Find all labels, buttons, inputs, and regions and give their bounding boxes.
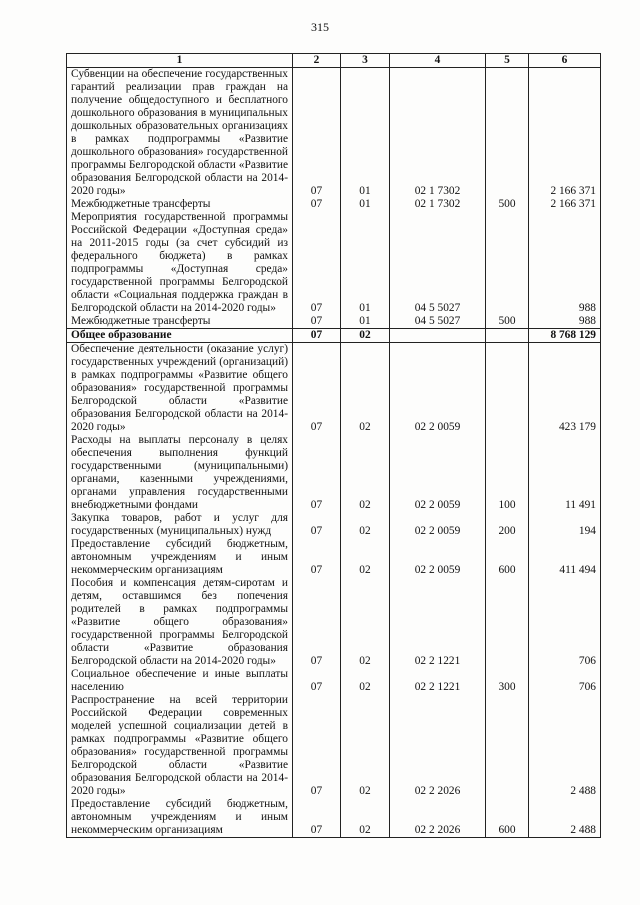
- row-amount: 8 768 129: [529, 329, 601, 343]
- row-subsection-code: 01: [341, 315, 390, 329]
- row-amount: 706: [529, 577, 601, 668]
- row-amount: 2 166 371: [529, 68, 601, 199]
- table-row: [67, 434, 601, 512]
- column-header: 3: [341, 54, 390, 68]
- table-row: [67, 694, 601, 798]
- row-expense-type: 500: [486, 315, 529, 329]
- column-header: 5: [486, 54, 529, 68]
- row-description: Мероприятия государственной программы Российской Федерации «Доступная среда» на 2011-2015 годы (за счет субсидий из федерального бюджета) в рамках подпрограммы «Доступная среда» государственной программы Белгородской области «Социальная поддержка граждан в Белгородской области на 2014-2020 годы»: [67, 211, 293, 315]
- row-expense-type: [486, 68, 529, 199]
- table-row: [67, 577, 601, 668]
- row-description: Обеспечение деятельности (оказание услуг) государственных учреждений (организаций) в рамках подпрограммы «Развитие общего образования» государственной программы Белгородской области «Развитие образования Белгородской области на 2014-2020 годы»: [67, 343, 293, 435]
- table-row: [67, 315, 601, 329]
- row-description: Пособия и компенсация детям-сиротам и детям, оставшимся без попечения родителей в рамках подпрограммы «Развитие общего образования» государственной программы Белгородской области «Развитие образования Белгородской области на 2014-2020 годы»: [67, 577, 293, 668]
- row-amount: 2 166 371: [529, 198, 601, 211]
- row-expense-type: [486, 343, 529, 435]
- table-row: [67, 211, 601, 315]
- row-expense-type: 300: [486, 668, 529, 694]
- row-amount: 194: [529, 512, 601, 538]
- row-section-code: 07: [293, 434, 341, 512]
- row-description: Расходы на выплаты персоналу в целях обеспечения выполнения функций государственными (муниципальными) органами, казенными учреждениями, органами управления государственными внебюджетными фондами: [67, 434, 293, 512]
- row-amount: 11 491: [529, 434, 601, 512]
- row-section-code: 07: [293, 329, 341, 343]
- row-amount: 2 488: [529, 798, 601, 838]
- row-subsection-code: 02: [341, 343, 390, 435]
- row-amount: 2 488: [529, 694, 601, 798]
- row-subsection-code: 02: [341, 577, 390, 668]
- row-target-code: 04 5 5027: [390, 211, 486, 315]
- row-section-code: 07: [293, 798, 341, 838]
- row-description: Предоставление субсидий бюджетным, автономным учреждениям и иным некоммерческим организациям: [67, 798, 293, 838]
- row-target-code: 02 2 1221: [390, 577, 486, 668]
- row-section-code: 07: [293, 668, 341, 694]
- section-row: [67, 329, 601, 343]
- row-section-code: 07: [293, 577, 341, 668]
- row-expense-type: [486, 329, 529, 343]
- row-amount: 411 494: [529, 538, 601, 577]
- column-header: 1: [67, 54, 293, 68]
- row-expense-type: 100: [486, 434, 529, 512]
- row-target-code: 02 1 7302: [390, 68, 486, 199]
- row-target-code: 02 2 2026: [390, 694, 486, 798]
- row-section-code: 07: [293, 694, 341, 798]
- row-section-code: 07: [293, 538, 341, 577]
- table-row: [67, 512, 601, 538]
- row-amount: 988: [529, 211, 601, 315]
- table-row: [67, 68, 601, 199]
- row-section-code: 07: [293, 198, 341, 211]
- row-subsection-code: 02: [341, 512, 390, 538]
- row-section-code: 07: [293, 512, 341, 538]
- row-target-code: 02 2 0059: [390, 343, 486, 435]
- row-subsection-code: 02: [341, 668, 390, 694]
- row-subsection-code: 02: [341, 329, 390, 343]
- row-subsection-code: 02: [341, 434, 390, 512]
- row-description: Социальное обеспечение и иные выплаты населению: [67, 668, 293, 694]
- row-description: Предоставление субсидий бюджетным, автономным учреждениям и иным некоммерческим организациям: [67, 538, 293, 577]
- column-header: 6: [529, 54, 601, 68]
- row-section-code: 07: [293, 343, 341, 435]
- row-expense-type: [486, 694, 529, 798]
- row-section-code: 07: [293, 315, 341, 329]
- column-header-row: [67, 54, 601, 68]
- row-target-code: [390, 329, 486, 343]
- row-target-code: 02 2 2026: [390, 798, 486, 838]
- row-expense-type: [486, 211, 529, 315]
- row-target-code: 02 2 0059: [390, 538, 486, 577]
- row-section-code: 07: [293, 211, 341, 315]
- column-header: 4: [390, 54, 486, 68]
- row-subsection-code: 01: [341, 211, 390, 315]
- row-expense-type: 500: [486, 198, 529, 211]
- row-amount: 423 179: [529, 343, 601, 435]
- row-description: Субвенции на обеспечение государственных гарантий реализации прав граждан на получение общедоступного и бесплатного дошкольного образования в муниципальных дошкольных образовательных организациях в рамках подпрограммы «Развитие дошкольного образования» государственной программы Белгородской области «Развитие образования Белгородской области на 2014-2020 годы»: [67, 68, 293, 199]
- row-description: Распространение на всей территории Российской Федерации современных моделей успешной социализации детей в рамках подпрограммы «Развитие общего образования» государственной программы Белгородской области «Развитие образования Белгородской области на 2014-2020 годы»: [67, 694, 293, 798]
- table-row: [67, 538, 601, 577]
- budget-table: [66, 53, 601, 838]
- row-amount: 706: [529, 668, 601, 694]
- row-target-code: 02 2 0059: [390, 512, 486, 538]
- row-subsection-code: 01: [341, 198, 390, 211]
- row-subsection-code: 01: [341, 68, 390, 199]
- row-description: Межбюджетные трансферты: [67, 198, 293, 211]
- table-row: [67, 343, 601, 435]
- row-expense-type: 600: [486, 538, 529, 577]
- row-description: Межбюджетные трансферты: [67, 315, 293, 329]
- row-expense-type: 200: [486, 512, 529, 538]
- row-target-code: 02 2 0059: [390, 434, 486, 512]
- page-number: 315: [311, 20, 329, 34]
- row-subsection-code: 02: [341, 538, 390, 577]
- row-expense-type: [486, 577, 529, 668]
- table-row: [67, 198, 601, 211]
- row-target-code: 02 2 1221: [390, 668, 486, 694]
- table-row: [67, 668, 601, 694]
- row-description: Закупка товаров, работ и услуг для государственных (муниципальных) нужд: [67, 512, 293, 538]
- row-expense-type: 600: [486, 798, 529, 838]
- row-target-code: 04 5 5027: [390, 315, 486, 329]
- row-subsection-code: 02: [341, 798, 390, 838]
- row-section-code: 07: [293, 68, 341, 199]
- table-row: [67, 798, 601, 838]
- row-subsection-code: 02: [341, 694, 390, 798]
- row-target-code: 02 1 7302: [390, 198, 486, 211]
- row-description: Общее образование: [67, 329, 293, 343]
- column-header: 2: [293, 54, 341, 68]
- row-amount: 988: [529, 315, 601, 329]
